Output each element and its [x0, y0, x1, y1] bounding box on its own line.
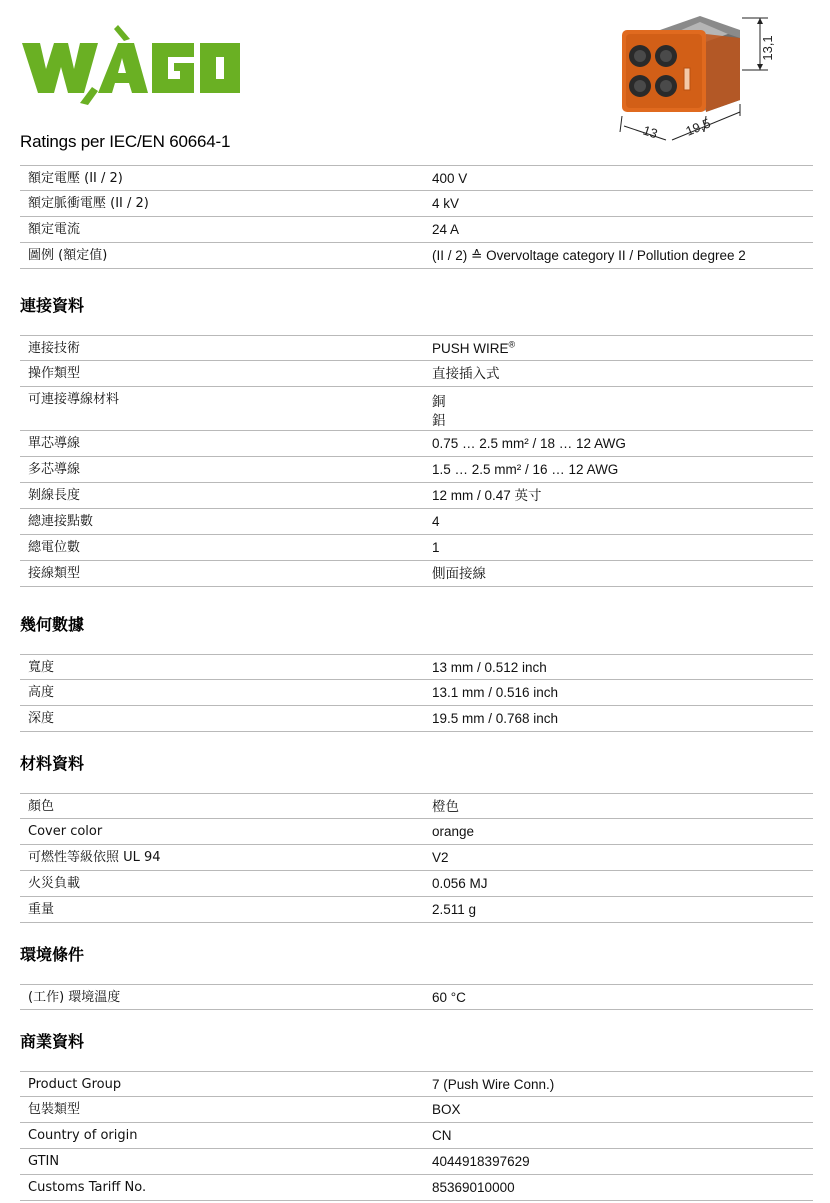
row-label: (工作) 環境溫度 [28, 990, 121, 1005]
table-row [20, 654, 813, 680]
table-row [20, 819, 813, 845]
row-label: Product Group [28, 1077, 122, 1092]
dim-width-label: 13 [641, 122, 660, 142]
row-value: 1.5 … 2.5 mm² / 16 … 12 AWG [432, 462, 619, 477]
row-value: V2 [432, 850, 449, 865]
row-value: 4 [432, 514, 440, 529]
row-label: 圖例 (額定值) [28, 248, 108, 263]
row-label: 總電位數 [28, 540, 81, 555]
table-row [20, 535, 813, 561]
table-row [20, 483, 813, 509]
section-title: 幾何數據 [20, 615, 85, 634]
row-label: 接線類型 [28, 566, 81, 581]
row-value: BOX [432, 1102, 461, 1117]
row-value: 4044918397629 [432, 1154, 530, 1169]
section-title: 商業資料 [20, 1032, 85, 1051]
table-row [20, 1097, 813, 1123]
row-value [430, 336, 813, 360]
row-value: 7 (Push Wire Conn.) [432, 1077, 555, 1092]
row-label: 重量 [28, 902, 55, 917]
row-value [430, 387, 813, 430]
table-row [20, 387, 813, 431]
table-row [20, 706, 813, 732]
row-label: 額定電壓 (II / 2) [28, 171, 123, 186]
row-value: 橙色 [432, 799, 459, 814]
row-label: 顏色 [28, 799, 55, 814]
table-row [20, 243, 813, 269]
row-label: 火災負載 [28, 876, 81, 891]
row-label: Cover color [28, 824, 103, 839]
table-row [20, 191, 813, 217]
product-image [600, 8, 822, 143]
material-copper: 銅 [432, 394, 446, 409]
table-row [20, 1175, 813, 1201]
connection-section [20, 296, 813, 587]
row-label: 總連接點數 [28, 514, 94, 529]
table-row [20, 845, 813, 871]
table-row [20, 431, 813, 457]
row-value: 60 °C [432, 990, 466, 1005]
row-value: (II / 2) ≙ Overvoltage category II / Pollution degree 2 [432, 248, 746, 263]
section-title: 材料資料 [20, 754, 85, 773]
row-value: CN [432, 1128, 452, 1143]
row-value: 2.511 g [432, 902, 477, 917]
table-row [20, 984, 813, 1010]
row-value: 0.056 MJ [432, 876, 488, 891]
row-value: 側面接線 [432, 566, 486, 581]
row-label: 連接技術 [28, 341, 81, 356]
table-row [20, 897, 813, 923]
geometry-section [20, 615, 813, 732]
row-label: 額定脈衝電壓 (II / 2) [28, 196, 149, 211]
table-row [20, 509, 813, 535]
row-label: Customs Tariff No. [28, 1180, 147, 1195]
row-label: 寬度 [28, 660, 55, 675]
table-row [20, 361, 813, 387]
table-row [20, 1071, 813, 1097]
row-value: 4 kV [432, 196, 460, 211]
row-value: 0.75 … 2.5 mm² / 18 … 12 AWG [432, 436, 626, 451]
row-value: 1 [432, 540, 440, 555]
row-label: 多芯導線 [28, 462, 81, 477]
row-label: 剝線長度 [28, 488, 81, 503]
table-row [20, 871, 813, 897]
dim-height-label: 13,1 [760, 35, 775, 61]
row-label: 額定電流 [28, 222, 81, 237]
row-value: 13.1 mm / 0.516 inch [432, 685, 559, 700]
section-title: 環境條件 [20, 945, 85, 964]
commercial-section [20, 1032, 813, 1201]
row-value: orange [432, 824, 475, 839]
row-value: 24 A [432, 222, 460, 237]
row-value: 直接插入式 [432, 366, 500, 381]
environment-section [20, 945, 813, 1010]
table-row [20, 335, 813, 361]
row-label: GTIN [28, 1154, 60, 1169]
row-value: 400 V [432, 171, 468, 186]
row-value: 12 mm / 0.47 英寸 [432, 488, 542, 503]
table-row [20, 165, 813, 191]
row-label: 包裝類型 [28, 1102, 81, 1117]
table-row [20, 793, 813, 819]
row-label: Country of origin [28, 1128, 138, 1143]
material-aluminum: 鋁 [432, 413, 446, 428]
wago-logo [22, 25, 242, 105]
dim-depth-label: 19,5 [683, 115, 713, 139]
row-value: 85369010000 [432, 1180, 515, 1195]
table-row [20, 680, 813, 706]
table-row [20, 561, 813, 587]
row-label: 高度 [28, 685, 55, 700]
row-value: 19.5 mm / 0.768 inch [432, 711, 559, 726]
row-label: 可燃性等級依照 UL 94 [28, 850, 161, 865]
ratings-title: Ratings per IEC/EN 60664-1 [20, 132, 231, 151]
material-section [20, 754, 813, 923]
table-row [20, 1149, 813, 1175]
ratings-section [20, 165, 813, 269]
table-row [20, 1123, 813, 1149]
connection-tech-value: PUSH WIRE [432, 341, 509, 356]
row-label: 深度 [28, 711, 55, 726]
table-row [20, 217, 813, 243]
row-label: 操作類型 [28, 366, 81, 381]
row-value: 13 mm / 0.512 inch [432, 660, 547, 675]
table-row [20, 457, 813, 483]
section-title: 連接資料 [20, 296, 85, 315]
row-label: 單芯導線 [28, 436, 81, 451]
row-label: 可連接導線材料 [28, 392, 120, 407]
registered-mark: ® [508, 339, 516, 350]
